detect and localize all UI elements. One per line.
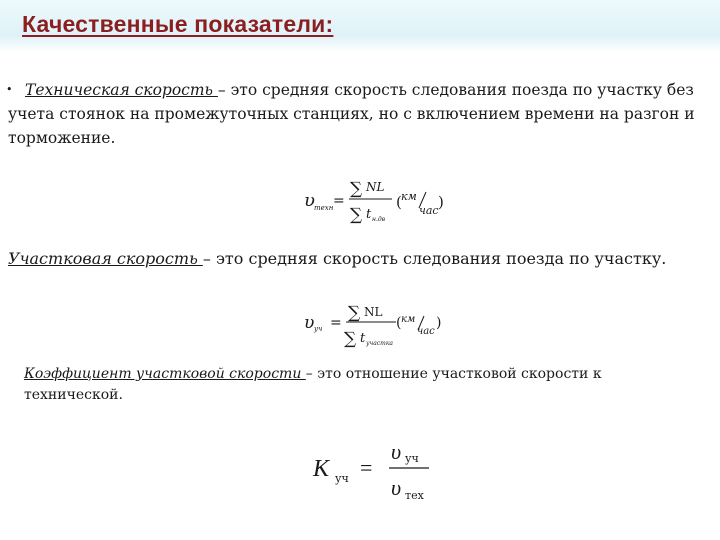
formula1-den-sum: ∑ [350,205,363,225]
formula1-equals: = [333,193,345,209]
coefficient-definition [24,364,684,406]
technical-speed-formula [300,170,460,230]
formula1-den-subscript: н.дв [372,216,386,223]
formula3-lhs: K [313,456,330,482]
formula3-lhs-subscript: уч [335,472,349,485]
technical-speed-text: – это средняя скорость следования поезда по участку без учета стоянок на промежуточных станциях, но с включением времени на разгон и торможение. [8,81,695,147]
formula1-lhs-subscript: техн [314,204,334,212]
formula1-unit-bottom: час [419,204,439,217]
formula1-unit-close: ) [438,193,444,211]
formula2-equals: = [330,315,342,331]
section-speed-definition [8,247,718,271]
formula1-den-var: t [366,207,372,222]
formula2-unit-close: ) [436,315,442,331]
technical-speed-term: Техническая скорость [25,81,218,99]
formula2-unit-open: ( [396,315,402,331]
formula3-den-subscript: тех [405,489,424,502]
formula3-num-symbol: υ [391,440,402,464]
formula1-num-sum: ∑ [350,179,363,199]
formula2-den-var: t [360,331,366,346]
formula2-den-subscript: участка [366,340,393,347]
formula1-numerator: NL [366,180,385,194]
formula1-unit-open: ( [396,193,402,211]
formula2-num-sum: ∑ [348,303,361,323]
slide-title: Качественные показатели: [22,11,334,37]
coefficient-term: Коэффициент участковой скорости [24,366,306,382]
formula3-den-symbol: υ [391,475,402,500]
formula2-unit-top: км [401,314,416,325]
formula3-equals: = [360,455,373,480]
formula2-unit-bottom: час [417,326,435,337]
bullet-icon: • [6,83,13,96]
formula2-lhs: υ [304,313,315,333]
section-speed-text: – это средняя скорость следования поезда по участку. [202,249,667,268]
section-speed-term: Участковая скорость [8,249,203,268]
formula1-unit-top: км [401,190,417,203]
formula2-den-sum: ∑ [344,329,357,349]
formula2-numerator: NL [364,305,383,319]
formula2-lhs-subscript: уч [314,325,323,333]
formula1-lhs: υ [304,190,315,211]
technical-speed-definition [8,78,713,150]
formula3-num-subscript: уч [405,452,419,465]
coefficient-formula [305,440,445,510]
section-speed-formula [296,294,466,354]
coefficient-text: – это отношение участковой скорости к технической. [24,366,602,403]
